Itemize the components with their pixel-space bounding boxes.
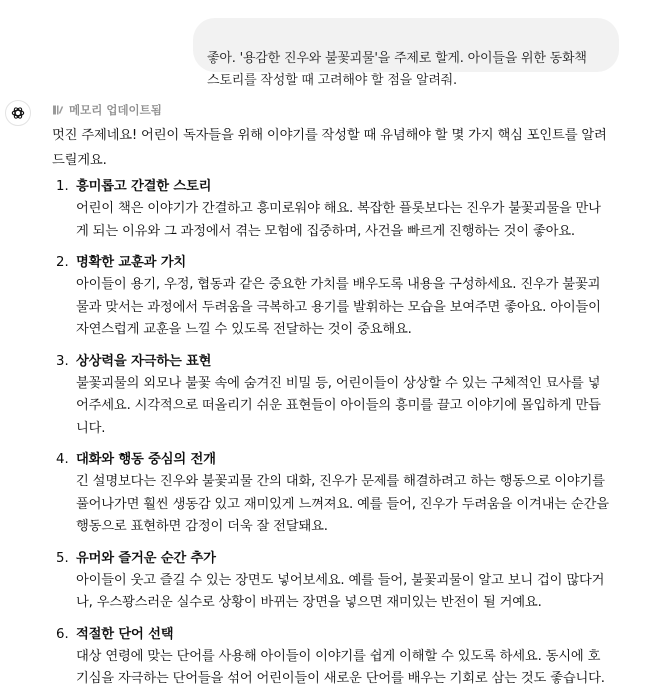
memory-updated-indicator[interactable] <box>52 101 162 119</box>
list-item-body: 아이들이 용기, 우정, 협동과 같은 중요한 가치를 배우도록 내용을 구성하세요. 진우가 불꽃괴 물과 맞서는 과정에서 두려움을 극복하고 용기를 발휘하는 모습을 보여주면 좋아요. 아이들이 자연스럽게 교훈을 느낄 수 있도록 전달하는 것이 중요해요. <box>76 277 601 337</box>
user-message-text: 좋아. '용감한 진우와 불꽃괴물'을 주제로 할게. 아이들을 위한 동화책 스토리를 작성할 때 고려해야 할 점을 알려줘. <box>207 51 587 88</box>
list-item-number: 6. <box>56 626 69 642</box>
tips-list <box>52 176 624 700</box>
list-item <box>52 252 624 342</box>
list-item <box>52 351 624 441</box>
list-item <box>52 548 624 615</box>
list-item <box>52 624 624 691</box>
list-item-body: 어린이 책은 이야기가 간결하고 흥미로워야 해요. 복잡한 플롯보다는 진우가 불꽃괴물을 만나 게 되는 이유와 그 과정에서 겪는 모험에 집중하며, 사건을 빠르게 진행하는 것이 좋아요. <box>76 201 601 239</box>
list-item <box>52 449 624 539</box>
list-item-number: 3. <box>56 353 69 369</box>
list-item-title: 명확한 교훈과 가치 <box>76 255 187 270</box>
list-item-title: 유머와 즐거운 순간 추가 <box>76 550 216 566</box>
list-item-number: 1. <box>56 179 69 194</box>
memory-updated-label: 메모리 업데이트됨 <box>69 103 162 117</box>
assistant-intro-text: 멋진 주제네요! 어린이 독자들을 위해 이야기를 작성할 때 유념해야 할 몇 가지 핵심 포인트를 알려 드릴게요. <box>52 128 607 168</box>
list-item-body: 불꽃괴물의 외모나 불꽃 속에 숨겨진 비밀 등, 어린이들이 상상할 수 있는 구체적인 묘사를 넣 어주세요. 시각적으로 떠올리기 쉬운 표현들이 아이들의 흥미를 끌고 이야기에 몰입하게 만듭 니다. <box>76 375 601 436</box>
list-item-title: 상상력을 자극하는 표현 <box>76 353 212 369</box>
list-item-body: 긴 설명보다는 진우와 불꽃괴물 간의 대화, 진우가 문제를 해결하려고 하는 행동으로 이야기를 풀어나가면 훨씬 생동감 있고 재미있게 느껴져요. 예를 들어, 진우가 두려움을 이겨내는 순간을 행동으로 표현하면 감정이 더욱 잘 전달돼요. <box>76 474 609 534</box>
list-item-title: 대화와 행동 중심의 전개 <box>76 452 216 467</box>
list-item-title: 적절한 단어 선택 <box>76 626 174 642</box>
list-item-title: 흥미롭고 간결한 스토리 <box>76 179 212 194</box>
user-message-bubble <box>193 18 619 88</box>
list-item-number: 4. <box>56 452 69 467</box>
assistant-avatar <box>5 100 31 126</box>
list-item-number: 5. <box>56 550 69 566</box>
list-item-body: 대상 연령에 맞는 단어를 사용해 아이들이 이야기를 쉽게 이해할 수 있도록 하세요. 동시에 호 기심을 자극하는 단어들을 섞어 어린이들이 새로운 단어를 배우는 기회로 삼는 것도 좋습니다. <box>76 648 605 686</box>
list-item <box>52 176 624 243</box>
list-item-body: 아이들이 웃고 즐길 수 있는 장면도 넣어보세요. 예를 들어, 불꽃괴물이 알고 보니 겁이 많다거 나, 우스꽝스러운 실수로 상황이 바뀌는 장면을 넣으면 재미있는 반전이 될 거예요. <box>76 572 605 610</box>
list-item-number: 2. <box>56 255 69 270</box>
memory-updated-icon <box>52 104 64 116</box>
openai-logo-icon <box>10 105 26 121</box>
